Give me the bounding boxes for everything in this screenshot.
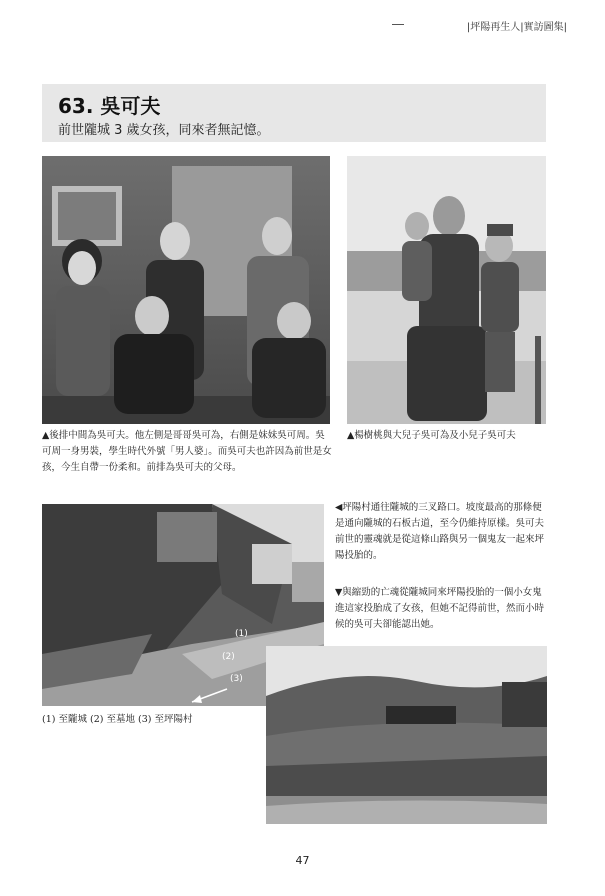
article-title: 63. 吳可夫 [58, 94, 161, 118]
village-photo-image [266, 646, 547, 824]
running-header: |坪陽再生人|實訪圖集| [466, 22, 567, 33]
road-marker-3: (3) [230, 674, 243, 684]
village-photo-caption: ▼與縮勁的亡魂從隴城同來坪陽投胎的一個小女鬼進這家投胎成了女孩，但她不記得前世，然而小時候的吳可夫卻能認出她。 [335, 587, 545, 630]
family-photo-caption: ▲後排中間為吳可夫。他左側是哥哥吳可為，右側是妹妹吳可周。吳可周一身男裝，學生時代外號「男人婆」。而吳可夫也許因為前世是女孩，今生自帶一份柔和。前排為吳可夫的父母。 [42, 430, 332, 473]
fork-road-caption: ◀坪陽村通往隴城的三叉路口。坡度最高的那條便是通向隴城的石板古道，至今仍維持原樣。吳可夫前世的靈魂就是從這條山路與另一個鬼友一起來坪陽投胎的。 [335, 502, 545, 561]
page-number: 47 [295, 854, 310, 867]
mother-sons-photo-image [347, 156, 546, 424]
road-marker-1: (1) [235, 629, 248, 639]
family-photo-image [42, 156, 330, 424]
mother-sons-photo-caption: ▲楊樹桃與大兒子吳可為及小兒子吳可夫 [347, 430, 516, 441]
village-photo [266, 646, 547, 824]
family-photo [42, 156, 330, 424]
road-marker-2: (2) [222, 652, 235, 662]
article-subtitle: 前世隴城 3 歲女孩，同來者無記憶。 [58, 123, 270, 138]
header-rule [392, 24, 404, 25]
mother-sons-photo [347, 156, 546, 424]
road-marker-caption: (1) 至隴城 (2) 至墓地 (3) 至坪陽村 [42, 714, 193, 725]
